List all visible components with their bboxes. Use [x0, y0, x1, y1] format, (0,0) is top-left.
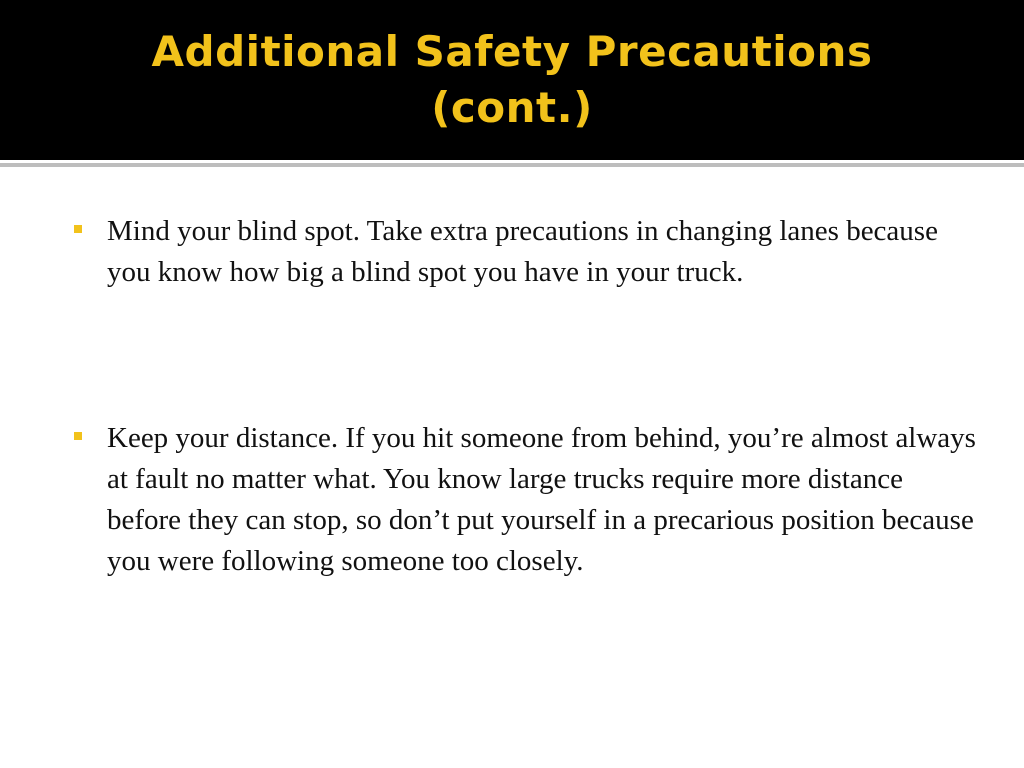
bullet-item	[107, 211, 977, 293]
title-divider	[0, 163, 1024, 167]
slide-title	[40, 24, 984, 136]
slide-title-line-1: Additional Safety Precautions	[151, 27, 873, 76]
square-bullet-icon	[74, 432, 82, 440]
bullet-item	[107, 418, 977, 582]
bullet-text: Mind your blind spot. Take extra precautions in changing lanes because you know how big a blind spot you have in your truck.	[107, 215, 938, 288]
slide-title-line-2: (cont.)	[431, 83, 593, 132]
square-bullet-icon	[74, 225, 82, 233]
bullet-text: Keep your distance. If you hit someone from behind, you’re almost always at fault no matter what. You know large trucks require more distance before they can stop, so don’t put yourself in a precarious position because you were following someone too closely.	[107, 422, 976, 577]
